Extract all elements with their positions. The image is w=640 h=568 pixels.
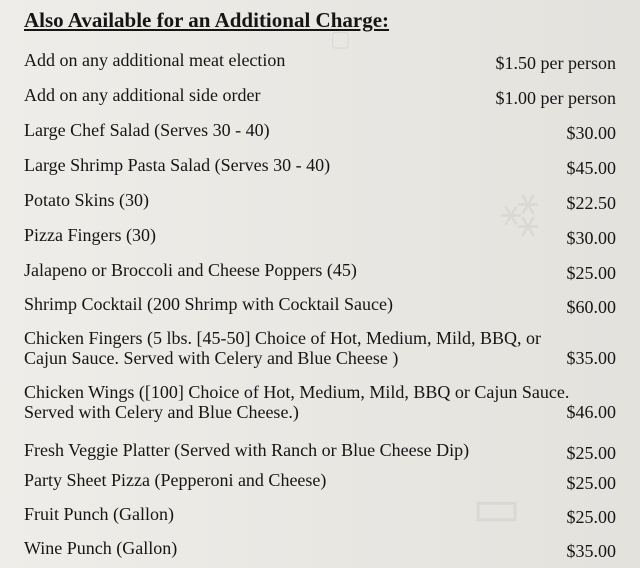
menu-item-price: $35.00 <box>566 348 616 368</box>
menu-item-price: $25.00 <box>566 263 616 283</box>
menu-item-name: Potato Skins (30) <box>24 190 150 210</box>
menu-item-price: $25.00 <box>566 443 616 463</box>
menu-item-name: Chicken Fingers (5 lbs. [45-50] Choice of Hot, Medium, Mild, BBQ, or Cajun Sauce. Served with Celery and Blue Cheese ) <box>24 328 541 368</box>
menu-item-price: $35.00 <box>566 541 616 561</box>
menu-item-name: Fresh Veggie Platter (Served with Ranch or Blue Cheese Dip) <box>24 440 470 460</box>
menu-item-price: $1.00 per person <box>495 88 616 108</box>
menu-item-price: $45.00 <box>566 158 616 178</box>
menu-item-price: $60.00 <box>566 297 616 317</box>
menu-item-price: $25.00 <box>566 507 616 527</box>
menu-item-price: $25.00 <box>566 473 616 493</box>
menu-item-name: Wine Punch (Gallon) <box>24 538 178 558</box>
bleed-through-decoration: ⁂ <box>497 193 547 238</box>
menu-item-name: Large Chef Salad (Serves 30 - 40) <box>24 120 270 140</box>
menu-item-name: Shrimp Cocktail (200 Shrimp with Cocktail Sauce) <box>24 294 393 314</box>
menu-item-name: Party Sheet Pizza (Pepperoni and Cheese) <box>24 470 327 490</box>
menu-item-name: Jalapeno or Broccoli and Cheese Poppers (45) <box>24 260 357 280</box>
section-heading: Also Available for an Additional Charge: <box>24 8 390 32</box>
menu-item-name: Large Shrimp Pasta Salad (Serves 30 - 40) <box>24 155 331 175</box>
bleed-through-decoration: ▢ <box>330 26 351 51</box>
menu-item-price: $46.00 <box>566 402 616 422</box>
menu-item-name: Chicken Wings ([100] Choice of Hot, Medium, Mild, BBQ or Cajun Sauce. Served with Celery and Blue Cheese.) <box>24 382 570 422</box>
menu-item-price: $30.00 <box>566 228 616 248</box>
menu-item-price: $22.50 <box>566 193 616 213</box>
menu-item-name: Add on any additional side order <box>24 85 261 105</box>
menu-item-name: Pizza Fingers (30) <box>24 225 156 245</box>
menu-item-name: Add on any additional meat election <box>24 50 286 70</box>
menu-item-name: Fruit Punch (Gallon) <box>24 504 174 524</box>
menu-item-price: $1.50 per person <box>495 53 616 73</box>
menu-item-price: $30.00 <box>566 123 616 143</box>
bleed-through-decoration: ▭ <box>472 480 522 537</box>
